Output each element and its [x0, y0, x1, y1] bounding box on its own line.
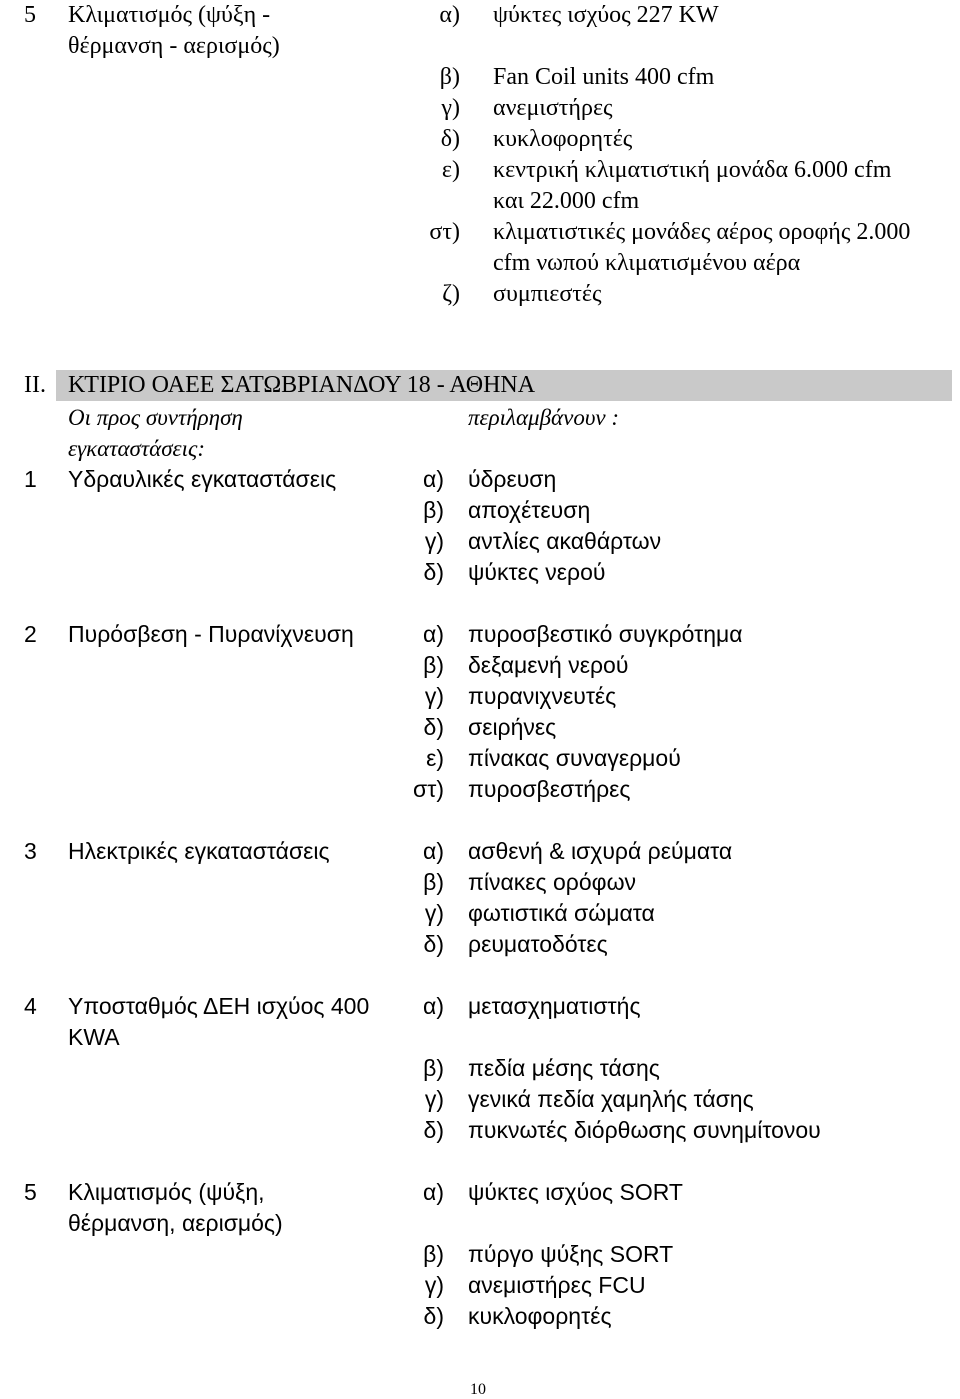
item-1	[0, 464, 960, 588]
subitem-text: πίνακες ορόφων	[468, 869, 637, 895]
item-name: θέρμανση - αερισμός)	[68, 33, 280, 59]
item-number: 1	[24, 466, 37, 492]
item-row	[0, 1301, 960, 1332]
subitem-text: ύδρευση	[468, 466, 557, 492]
subitem-text: ανεμιστήρες	[493, 95, 613, 121]
item-name: Ηλεκτρικές εγκαταστάσεις	[68, 838, 330, 864]
item-name: Πυρόσβεση - Πυρανίχνευση	[68, 621, 354, 647]
subitem-label: ζ)	[442, 281, 460, 307]
item-name: Υποσταθμός ΔΕΗ ισχύος 400	[68, 993, 370, 1019]
item-row	[0, 1270, 960, 1301]
subitem-text: συμπιεστές	[493, 281, 602, 307]
item-number: 5	[24, 1179, 37, 1205]
subitem-text: ψύκτες ισχύος SORT	[468, 1179, 683, 1205]
item-5	[0, 1177, 960, 1332]
prev-item-5	[0, 0, 960, 310]
subitem-text: πύργο ψύξης SORT	[468, 1241, 674, 1267]
subitem-text: κυκλοφορητές	[493, 126, 633, 152]
subitem-label: β)	[423, 869, 444, 895]
item-row	[0, 836, 960, 867]
intro-line-2: εγκαταστάσεις:	[68, 436, 205, 461]
prev-item-row	[0, 31, 960, 62]
item-2	[0, 619, 960, 805]
subitem-label: β)	[439, 64, 460, 90]
item-number: 2	[24, 621, 37, 647]
subitem-label: γ)	[424, 528, 444, 554]
item-row	[0, 619, 960, 650]
item-row	[0, 464, 960, 495]
subitem-text: Fan Coil units 400 cfm	[493, 64, 715, 90]
spacer	[0, 960, 960, 991]
subitem-label: γ)	[424, 1272, 444, 1298]
subitem-text: ρευματοδότες	[468, 931, 608, 957]
subitem-label: δ)	[423, 714, 444, 740]
subitem-text: μετασχηματιστής	[468, 993, 641, 1019]
subitem-label: β)	[423, 1055, 444, 1081]
subitem-text: αντλίες ακαθάρτων	[468, 528, 662, 554]
subitem-text: cfm νωπού κλιματισμένου αέρα	[493, 250, 801, 276]
subitem-label: γ)	[424, 683, 444, 709]
item-name: θέρμανση, αερισμός)	[68, 1210, 283, 1236]
subitem-label: δ)	[423, 559, 444, 585]
subitem-label: γ)	[424, 1086, 444, 1112]
item-name: Κλιματισμός (ψύξη,	[68, 1179, 265, 1205]
subitem-label: γ)	[424, 900, 444, 926]
subitem-label: στ)	[429, 219, 460, 245]
item-row	[0, 1239, 960, 1270]
subitem-text: γενικά πεδία χαμηλής τάσης	[468, 1086, 754, 1112]
item-row	[0, 867, 960, 898]
prev-item-row	[0, 248, 960, 279]
subitem-text: πυροσβεστικό συγκρότημα	[468, 621, 743, 647]
subitem-text: πεδία μέσης τάσης	[468, 1055, 660, 1081]
subitem-text: ψύκτες νερού	[468, 559, 606, 585]
subitem-text: αποχέτευση	[468, 497, 591, 523]
item-row	[0, 1022, 960, 1053]
subitem-text: ασθενή & ισχυρά ρεύματα	[468, 838, 733, 864]
item-row	[0, 1208, 960, 1239]
intro-left: Οι προς συντήρηση	[68, 405, 243, 430]
item-3	[0, 836, 960, 960]
subitem-label: α)	[423, 993, 444, 1019]
subitem-text: κυκλοφορητές	[468, 1303, 612, 1329]
item-row	[0, 1177, 960, 1208]
item-number: 3	[24, 838, 37, 864]
subitem-label: δ)	[423, 1117, 444, 1143]
item-4	[0, 991, 960, 1146]
item-name: Υδραυλικές εγκαταστάσεις	[68, 466, 337, 492]
subitem-text: δεξαμενή νερού	[468, 652, 629, 678]
subitem-label: δ)	[423, 931, 444, 957]
subitem-label: α)	[423, 838, 444, 864]
subitem-label: β)	[423, 652, 444, 678]
item-row	[0, 743, 960, 774]
item-number: 4	[24, 993, 37, 1019]
subitem-label: α)	[423, 466, 444, 492]
subitem-label: β)	[423, 497, 444, 523]
item-row	[0, 557, 960, 588]
item-row	[0, 526, 960, 557]
subitem-label: α)	[423, 1179, 444, 1205]
prev-item-row	[0, 155, 960, 186]
spacer	[0, 805, 960, 836]
prev-item-row	[0, 62, 960, 93]
item-row	[0, 681, 960, 712]
subitem-text: πυροσβεστήρες	[468, 776, 631, 802]
subitem-text: και 22.000 cfm	[493, 188, 640, 214]
page-number: 10	[470, 1381, 486, 1398]
spacer	[0, 1146, 960, 1177]
item-name: KWA	[68, 1024, 120, 1050]
prev-item-row	[0, 93, 960, 124]
subitem-label: γ)	[441, 95, 460, 121]
item-name: Κλιματισμός (ψύξη -	[68, 2, 271, 28]
item-row	[0, 1053, 960, 1084]
section-items	[0, 464, 960, 1332]
prev-item-row	[0, 186, 960, 217]
item-row	[0, 991, 960, 1022]
prev-item-row	[0, 217, 960, 248]
subitem-label: στ)	[413, 776, 444, 802]
prev-item-row	[0, 0, 960, 31]
subitem-text: ανεμιστήρες FCU	[468, 1272, 646, 1298]
spacer	[0, 588, 960, 619]
item-row	[0, 929, 960, 960]
item-row	[0, 898, 960, 929]
item-row	[0, 650, 960, 681]
subitem-label: ε)	[426, 745, 444, 771]
subitem-label: β)	[423, 1241, 444, 1267]
subitem-label: ε)	[441, 157, 460, 183]
subitem-label: α)	[439, 2, 460, 28]
subitem-label: α)	[423, 621, 444, 647]
subitem-text: σειρήνες	[468, 714, 557, 740]
subitem-text: κλιματιστικές μονάδες αέρος οροφής 2.000	[493, 219, 911, 245]
item-row	[0, 774, 960, 805]
item-row	[0, 1084, 960, 1115]
subitem-text: ψύκτες ισχύος 227 KW	[493, 2, 719, 28]
prev-item-row	[0, 124, 960, 155]
subitem-text: πυκνωτές διόρθωσης συνημίτονου	[468, 1117, 821, 1143]
subitem-text: φωτιστικά σώματα	[468, 900, 655, 926]
section-number: ΙΙ.	[24, 372, 46, 398]
subitem-text: πυρανιχνευτές	[468, 683, 617, 709]
item-number: 5	[24, 2, 36, 28]
section-title: ΚΤΙΡΙΟ ΟΑΕΕ ΣΑΤΩΒΡΙΑΝΔΟΥ 18 - ΑΘΗΝΑ	[68, 372, 536, 398]
subitem-label: δ)	[423, 1303, 444, 1329]
intro-right: περιλαμβάνουν :	[468, 405, 620, 430]
subitem-label: δ)	[440, 126, 460, 152]
subitem-text: κεντρική κλιματιστική μονάδα 6.000 cfm	[493, 157, 892, 183]
item-row	[0, 712, 960, 743]
item-row	[0, 1115, 960, 1146]
item-row	[0, 495, 960, 526]
subitem-text: πίνακας συναγερμού	[468, 745, 681, 771]
prev-item-row	[0, 279, 960, 310]
